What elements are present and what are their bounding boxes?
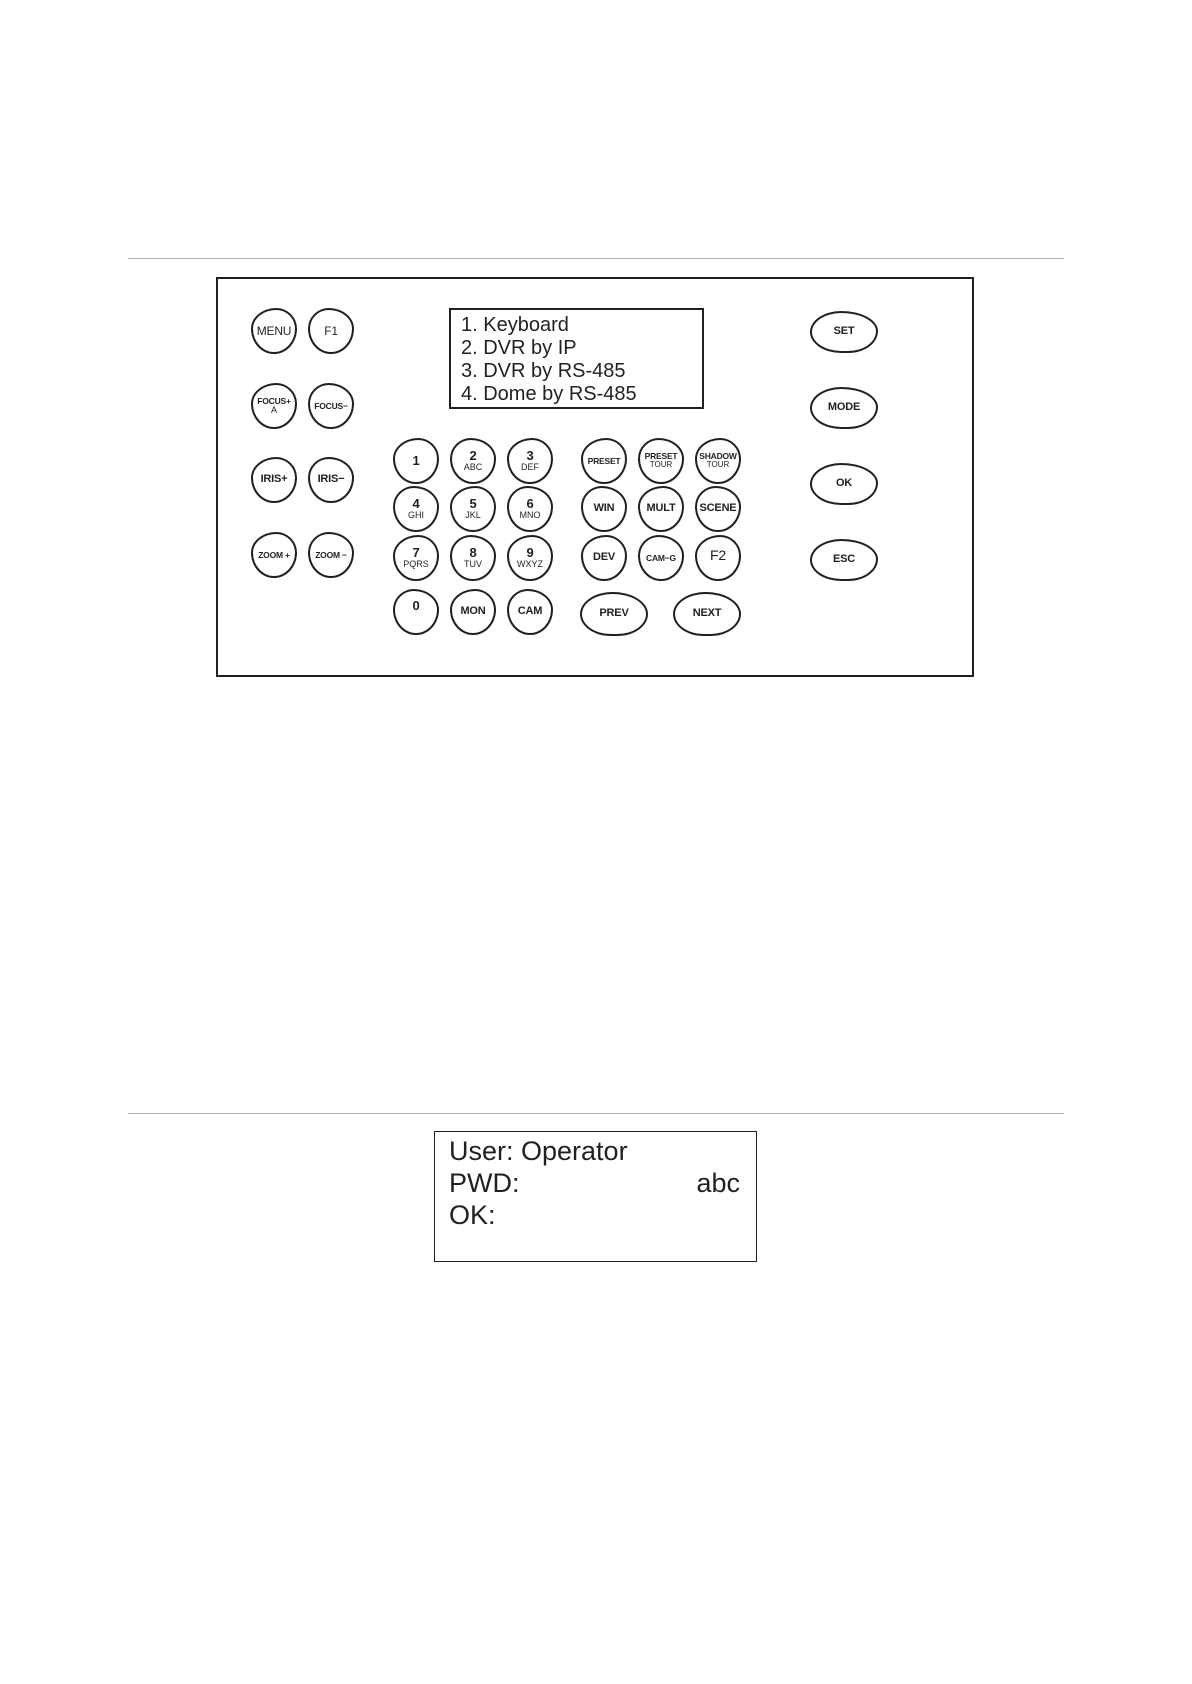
key-2-label: 2 [469, 448, 477, 464]
zoom-minus-label: ZOOM − [315, 549, 347, 560]
f1-key-label: F1 [324, 323, 338, 338]
iris-plus-label: IRIS+ [260, 473, 288, 486]
focus-plus-sub: A [270, 404, 277, 415]
iris-minus-label: IRIS− [317, 473, 345, 486]
lcd-menu-line-3: 3. DVR by RS-485 [461, 360, 626, 382]
top-divider [128, 258, 1064, 259]
lcd-login-display [434, 1131, 757, 1262]
f2-key-label: F2 [710, 547, 726, 563]
login-user-line: User: Operator [449, 1136, 628, 1166]
ok-key[interactable] [810, 463, 878, 505]
login-pwd-value: abc [696, 1168, 740, 1198]
key-2-sub: ABC [463, 462, 483, 473]
preset-tour-label: PRESET [644, 451, 678, 462]
focus-plus-label: FOCUS+ [257, 395, 291, 406]
key-9-sub: WXYZ [517, 559, 543, 570]
key-1-label: 1 [412, 453, 420, 469]
win-key-label: WIN [593, 502, 615, 515]
ok-key-label: OK [835, 477, 853, 490]
lcd-menu-display [449, 308, 704, 409]
key-0-label: 0 [412, 598, 420, 613]
key-5-label: 5 [469, 496, 477, 512]
key-9-label: 9 [526, 545, 534, 561]
dev-key-label: DEV [592, 551, 616, 564]
key-3-label: 3 [526, 448, 534, 464]
key-3-sub: DEF [521, 462, 539, 473]
zoom-plus-label: ZOOM + [258, 549, 290, 560]
mult-key-label: MULT [646, 502, 676, 515]
focus-minus-label: FOCUS− [314, 400, 348, 411]
mode-key[interactable] [810, 387, 878, 429]
esc-key-label: ESC [832, 553, 856, 566]
next-key[interactable] [673, 592, 741, 636]
key-7-sub: PQRS [403, 559, 429, 570]
mode-key-label: MODE [827, 401, 861, 414]
shadow-tour-sub: TOUR [706, 460, 730, 470]
key-7-label: 7 [412, 545, 420, 561]
mon-key-label: MON [460, 605, 486, 618]
key-6-sub: MNO [519, 510, 541, 521]
key-4-label: 4 [412, 496, 420, 512]
cam-g-key-label: CAM−G [646, 552, 676, 563]
login-pwd-line [449, 1167, 756, 1199]
shadow-tour-label: SHADOW [699, 451, 737, 462]
key-5-sub: JKL [465, 510, 481, 521]
prev-key[interactable] [580, 592, 648, 636]
lcd-menu-line-2: 2. DVR by IP [461, 337, 577, 359]
set-key-label: SET [833, 325, 855, 338]
lcd-menu-line-4: 4. Dome by RS-485 [461, 383, 637, 405]
menu-key-label: MENU [256, 323, 292, 338]
bottom-divider [128, 1113, 1064, 1114]
login-pwd-label: PWD: [449, 1168, 520, 1198]
esc-key[interactable] [810, 539, 878, 581]
key-6-label: 6 [526, 496, 534, 512]
preset-tour-sub: TOUR [649, 460, 673, 470]
cam-key-label: CAM [517, 605, 543, 618]
login-ok-line: OK: [449, 1200, 496, 1230]
preset-key-label: PRESET [587, 455, 621, 466]
next-key-label: NEXT [692, 607, 722, 620]
prev-key-label: PREV [599, 607, 629, 620]
key-8-label: 8 [469, 545, 477, 561]
lcd-menu-line-1: 1. Keyboard [461, 314, 569, 336]
key-8-sub: TUV [464, 559, 482, 570]
set-key[interactable] [810, 311, 878, 353]
key-4-sub: GHI [407, 510, 424, 521]
scene-key-label: SCENE [699, 502, 737, 515]
